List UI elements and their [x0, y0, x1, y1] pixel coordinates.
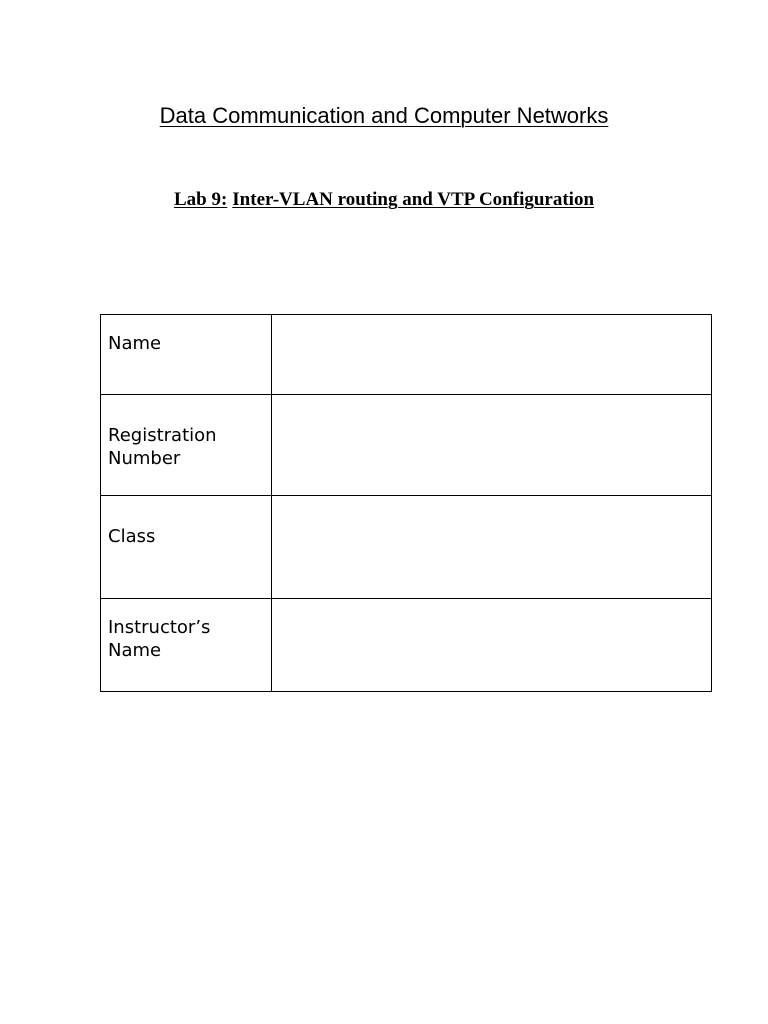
name-value-cell[interactable] [271, 315, 711, 395]
registration-number-label-cell [101, 395, 272, 496]
table-row [101, 395, 712, 496]
name-label-cell [101, 315, 272, 395]
instructor-name-label-cell [101, 599, 272, 692]
class-label: Class [108, 526, 156, 547]
class-value-cell[interactable] [271, 496, 711, 599]
class-label-cell [101, 496, 272, 599]
instructor-name-label: Instructor’s Name [108, 617, 211, 661]
table-row [101, 315, 712, 395]
lab-number: Lab 9: [173, 189, 228, 210]
name-label: Name [108, 333, 162, 354]
student-info-table [100, 314, 712, 692]
table-row [101, 496, 712, 599]
lab-heading [0, 187, 768, 213]
table-row [101, 599, 712, 692]
registration-number-value-cell[interactable] [271, 395, 711, 496]
instructor-name-value-cell[interactable] [271, 599, 711, 692]
lab-title: Inter-VLAN routing and VTP Configuration [232, 189, 595, 210]
registration-number-label: Registration Number [108, 425, 217, 469]
document-title: Data Communication and Computer Networks [159, 103, 609, 128]
